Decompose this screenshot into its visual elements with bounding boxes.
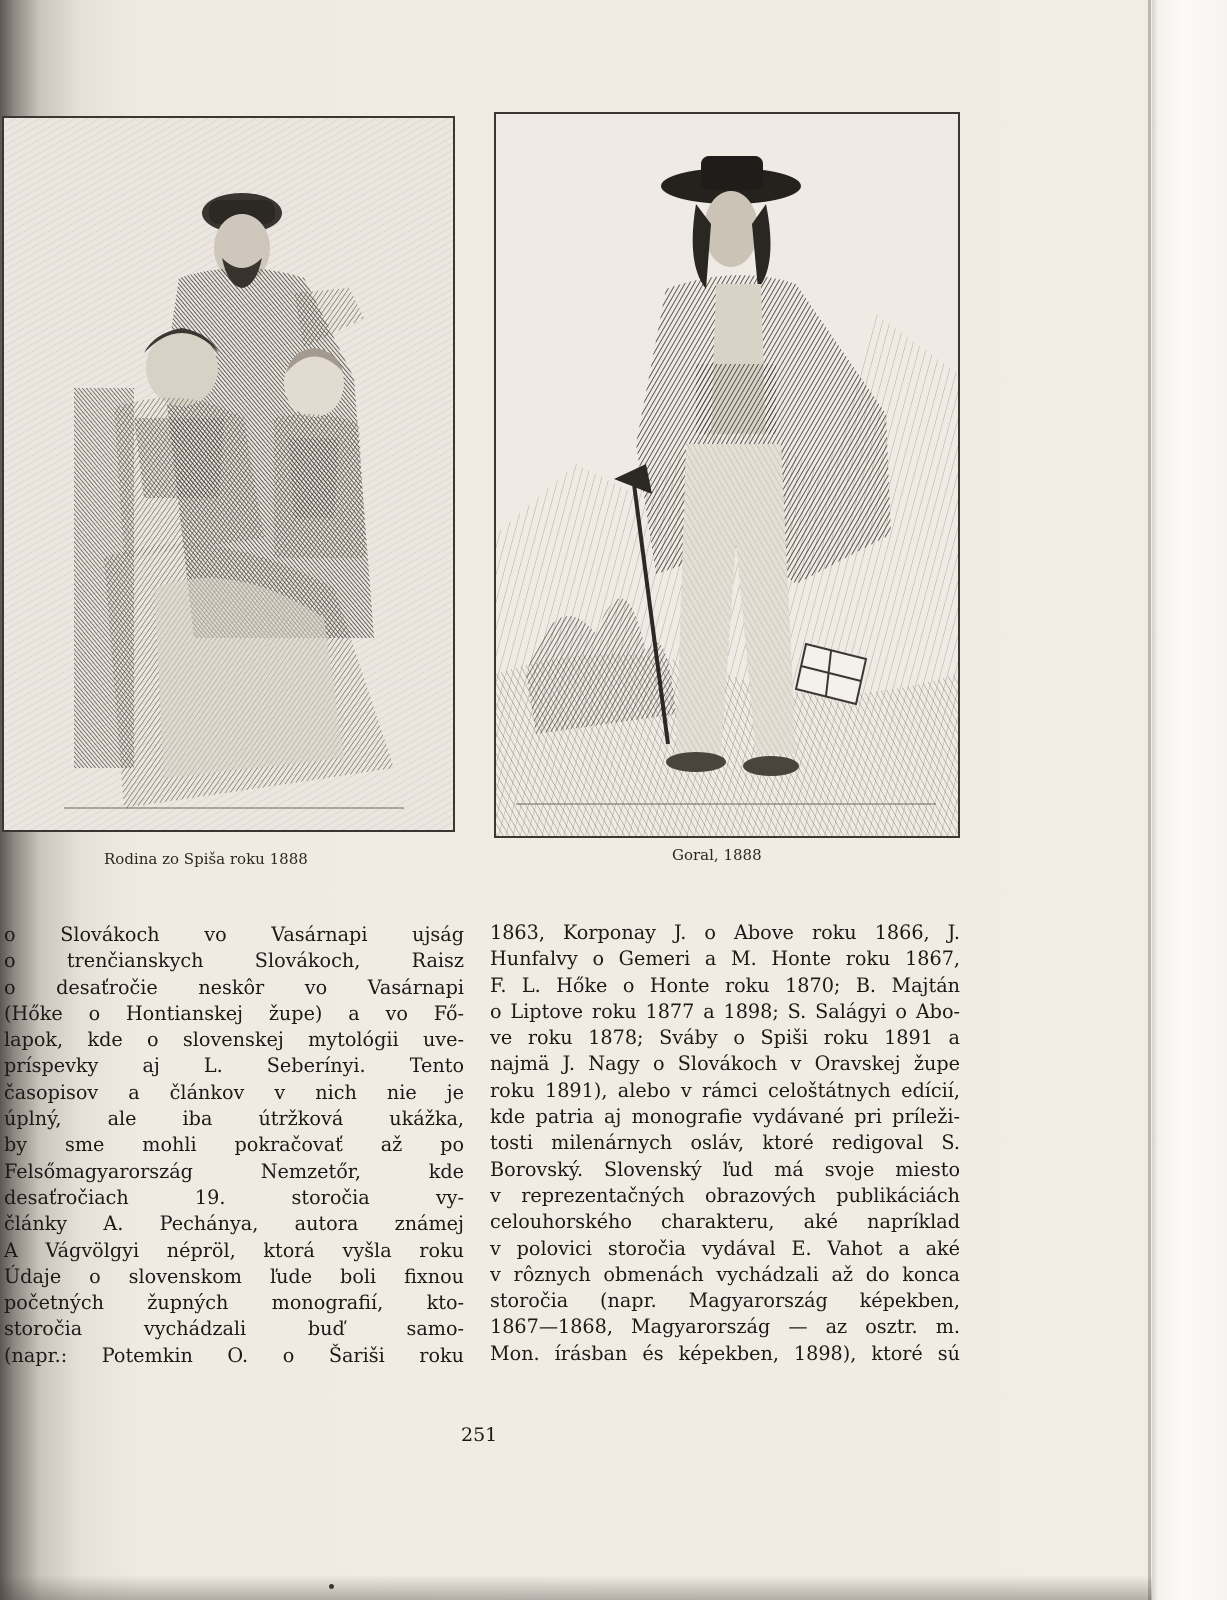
text-line: príspevky aj L. Seberínyi. Tento [4, 1054, 464, 1078]
goral-engraving [496, 114, 958, 836]
bottom-shadow [0, 1575, 1152, 1600]
text-line: v rôznych obmenách vychádzali až do konca [490, 1262, 960, 1286]
text-line: najmä J. Nagy o Slovákoch v Oravskej župe [490, 1052, 960, 1076]
text-line: roku 1891), alebo v rámci celoštátnych edícií, [490, 1078, 960, 1102]
text-line: desaťročiach 19. storočia vy- [4, 1185, 464, 1209]
text-line: Felsőmagyarország Nemzetőr, kde [4, 1159, 464, 1183]
text-line: lapok, kde o slovenskej mytológii uve- [4, 1028, 464, 1052]
text-line: F. L. Hőke o Honte roku 1870; B. Majtán [490, 973, 960, 997]
text-line: o trenčianskych Slovákoch, Raisz [4, 949, 464, 973]
page-number: 251 [461, 1424, 498, 1446]
text-line: (Hőke o Hontianskej župe) a vo Fő- [4, 1001, 464, 1025]
next-page-edge [1152, 0, 1227, 1600]
family-illustration [2, 116, 455, 832]
text-line: storočia vychádzali buď samo- [4, 1317, 464, 1341]
text-line: celouhorského charakteru, aké napríklad [490, 1210, 960, 1234]
family-engraving [4, 118, 453, 830]
text-line: úplný, ale iba útržková ukážka, [4, 1107, 464, 1131]
left-figure-caption: Rodina zo Spiša roku 1888 [104, 850, 308, 868]
right-text-column [490, 920, 960, 1367]
text-line: články A. Pechánya, autora známej [4, 1212, 464, 1236]
text-line: o Slovákoch vo Vasárnapi ujság [4, 923, 464, 946]
text-line: Borovský. Slovenský ľud má svoje miesto [490, 1157, 960, 1181]
text-line: v polovici storočia vydával E. Vahot a aké [490, 1236, 960, 1260]
text-line: 1863, Korponay J. o Above roku 1866, J. [490, 921, 960, 944]
text-line: početných župných monografií, kto- [4, 1291, 464, 1315]
text-line: časopisov a článkov v nich nie je [4, 1080, 464, 1104]
text-line: Mon. írásban és képekben, 1898), ktoré sú [490, 1341, 960, 1365]
text-line: ve roku 1878; Sváby o Spiši roku 1891 a [490, 1026, 960, 1050]
text-line: 1867—1868, Magyarország — az osztr. m. [490, 1315, 960, 1339]
text-line: o Liptove roku 1877 a 1898; S. Salágyi o Abo- [490, 999, 960, 1023]
text-line: Hunfalvy o Gemeri a M. Honte roku 1867, [490, 947, 960, 971]
text-line: kde patria aj monografie vydávané pri príleži- [490, 1105, 960, 1129]
text-line: storočia (napr. Magyarország képekben, [490, 1289, 960, 1313]
text-line: (napr.: Potemkin O. o Šariši roku [4, 1343, 464, 1367]
text-line: v reprezentačných obrazových publikáciách [490, 1183, 960, 1207]
text-line: Údaje o slovenskom ľude boli fixnou [4, 1264, 464, 1288]
left-text-column [4, 922, 464, 1369]
text-line: tosti milenárnych osláv, ktoré redigoval S. [490, 1131, 960, 1155]
text-line: o desaťročie neskôr vo Vasárnapi [4, 975, 464, 999]
page-edge-line [1148, 0, 1151, 1600]
goral-illustration [494, 112, 960, 838]
text-line: A Vágvölgyi népröl, ktorá vyšla roku [4, 1238, 464, 1262]
right-figure-caption: Goral, 1888 [672, 846, 762, 864]
text-line: by sme mohli pokračovať až po [4, 1133, 464, 1157]
